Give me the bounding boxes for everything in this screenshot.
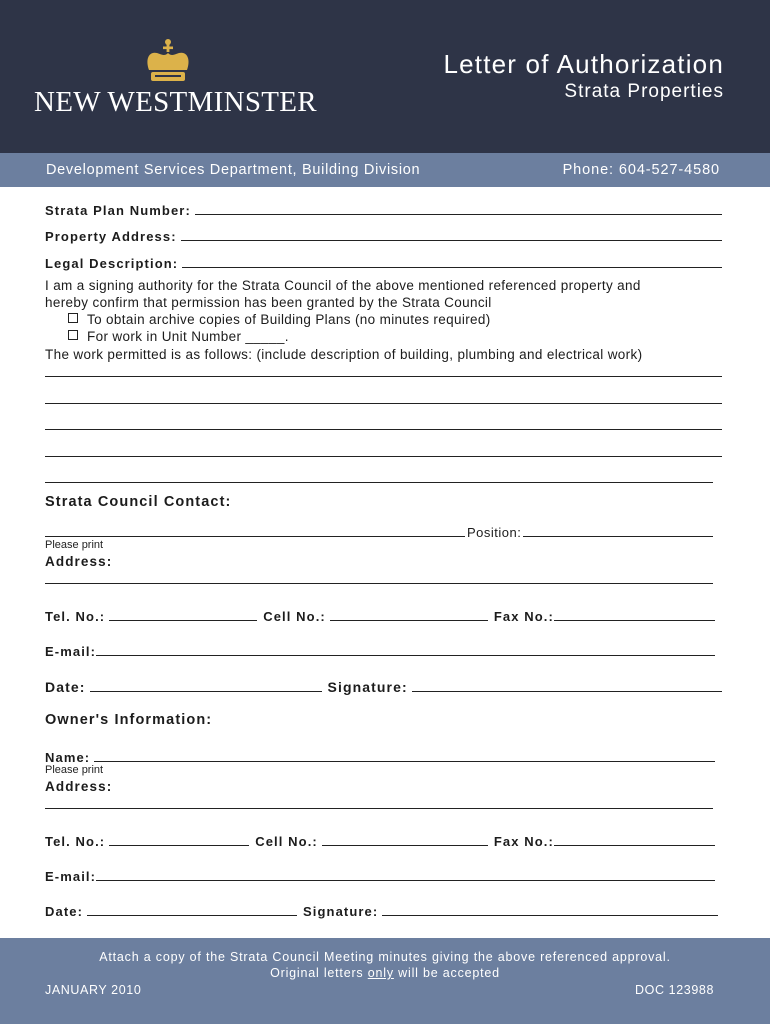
council-phone-row (45, 604, 715, 624)
unit-work-checkbox[interactable] (68, 330, 78, 340)
council-address-blank[interactable] (45, 583, 713, 584)
please-print-hint: Please print (45, 764, 104, 776)
option-archive-plans[interactable] (68, 312, 491, 327)
department-phone: Phone: 604-527-4580 (562, 162, 720, 178)
option-unit-work[interactable] (68, 329, 289, 344)
footer-note-line-2 (0, 966, 770, 980)
work-line[interactable] (45, 376, 722, 377)
work-line[interactable] (45, 403, 722, 404)
strata-plan-label: Strata Plan Number: (45, 203, 191, 218)
council-address-label: Address: (45, 554, 113, 569)
footer-note-prefix: Original letters (270, 966, 368, 980)
owner-fax-label: Fax No.: (493, 834, 554, 849)
property-address-field[interactable] (45, 224, 722, 244)
crown-icon (143, 37, 193, 87)
footer-doc-number: DOC 123988 (635, 983, 714, 997)
owner-date-signature-row (45, 899, 718, 919)
work-line[interactable] (45, 482, 713, 483)
council-tel-label: Tel. No.: (45, 609, 106, 624)
council-name-blank[interactable] (45, 536, 465, 537)
work-line[interactable] (45, 456, 722, 457)
council-date-label: Date: (45, 679, 86, 695)
council-cell-blank[interactable] (330, 620, 488, 621)
council-email-field[interactable] (45, 639, 715, 659)
footer-date: JANUARY 2010 (45, 983, 142, 997)
council-fax-label: Fax No.: (493, 609, 554, 624)
page-header (0, 0, 770, 153)
owner-signature-label: Signature: (303, 904, 379, 919)
document-title: Letter of Authorization (443, 49, 724, 79)
authorization-text-1: I am a signing authority for the Strata Council of the above mentioned referenced property and (45, 278, 641, 293)
strata-plan-field[interactable] (45, 198, 722, 218)
document-subtitle: Strata Properties (564, 81, 724, 102)
council-signature-label: Signature: (327, 679, 408, 695)
work-description-intro: The work permitted is as follows: (include description of building, plumbing and electrical work) (45, 347, 643, 362)
property-address-blank[interactable] (181, 240, 722, 241)
footer-note-suffix: will be accepted (393, 966, 500, 980)
owner-signature-blank[interactable] (382, 915, 718, 916)
council-tel-blank[interactable] (109, 620, 257, 621)
property-address-label: Property Address: (45, 229, 177, 244)
council-signature-blank[interactable] (412, 691, 722, 692)
council-fax-blank[interactable] (554, 620, 715, 621)
council-email-label: E-mail: (45, 644, 97, 659)
owner-name-blank[interactable] (94, 761, 715, 762)
strata-plan-blank[interactable] (195, 214, 722, 215)
owner-phone-row (45, 829, 715, 849)
owner-name-label: Name: (45, 750, 91, 765)
owner-cell-label: Cell No.: (255, 834, 318, 849)
council-contact-heading: Strata Council Contact: (45, 494, 232, 510)
council-date-signature-row (45, 675, 722, 695)
owner-tel-blank[interactable] (109, 845, 249, 846)
archive-plans-label: To obtain archive copies of Building Plans (no minutes required) (87, 312, 491, 327)
legal-description-label: Legal Description: (45, 256, 179, 271)
footer-note-line-1: Attach a copy of the Strata Council Meeting minutes giving the above referenced approval. (99, 950, 671, 964)
position-label: Position: (467, 525, 522, 540)
council-email-blank[interactable] (96, 655, 715, 656)
owner-email-field[interactable] (45, 864, 715, 884)
logo-wordmark: NEW WESTMINSTER (34, 86, 317, 118)
department-name: Development Services Department, Building Division (46, 162, 421, 178)
archive-plans-checkbox[interactable] (68, 313, 78, 323)
legal-description-blank[interactable] (182, 267, 722, 268)
owner-address-label: Address: (45, 779, 113, 794)
owner-cell-blank[interactable] (322, 845, 488, 846)
owner-info-heading: Owner's Information: (45, 712, 213, 728)
please-print-hint: Please print (45, 539, 104, 551)
position-blank[interactable] (523, 536, 713, 537)
authorization-text-2: hereby confirm that permission has been granted by the Strata Council (45, 295, 492, 310)
legal-description-field[interactable] (45, 251, 722, 271)
council-cell-label: Cell No.: (263, 609, 326, 624)
council-name-position-field[interactable] (45, 520, 713, 540)
owner-fax-blank[interactable] (554, 845, 715, 846)
footer-note-emphasis: only (367, 966, 394, 980)
owner-name-field[interactable] (45, 745, 715, 765)
department-band (0, 153, 770, 187)
owner-address-blank[interactable] (45, 808, 713, 809)
owner-email-blank[interactable] (96, 880, 715, 881)
owner-email-label: E-mail: (45, 869, 97, 884)
council-date-blank[interactable] (90, 691, 322, 692)
owner-date-label: Date: (45, 904, 84, 919)
owner-date-blank[interactable] (87, 915, 297, 916)
page-footer (0, 938, 770, 1024)
work-line[interactable] (45, 429, 722, 430)
unit-work-label: For work in Unit Number _____. (87, 329, 289, 344)
owner-tel-label: Tel. No.: (45, 834, 106, 849)
